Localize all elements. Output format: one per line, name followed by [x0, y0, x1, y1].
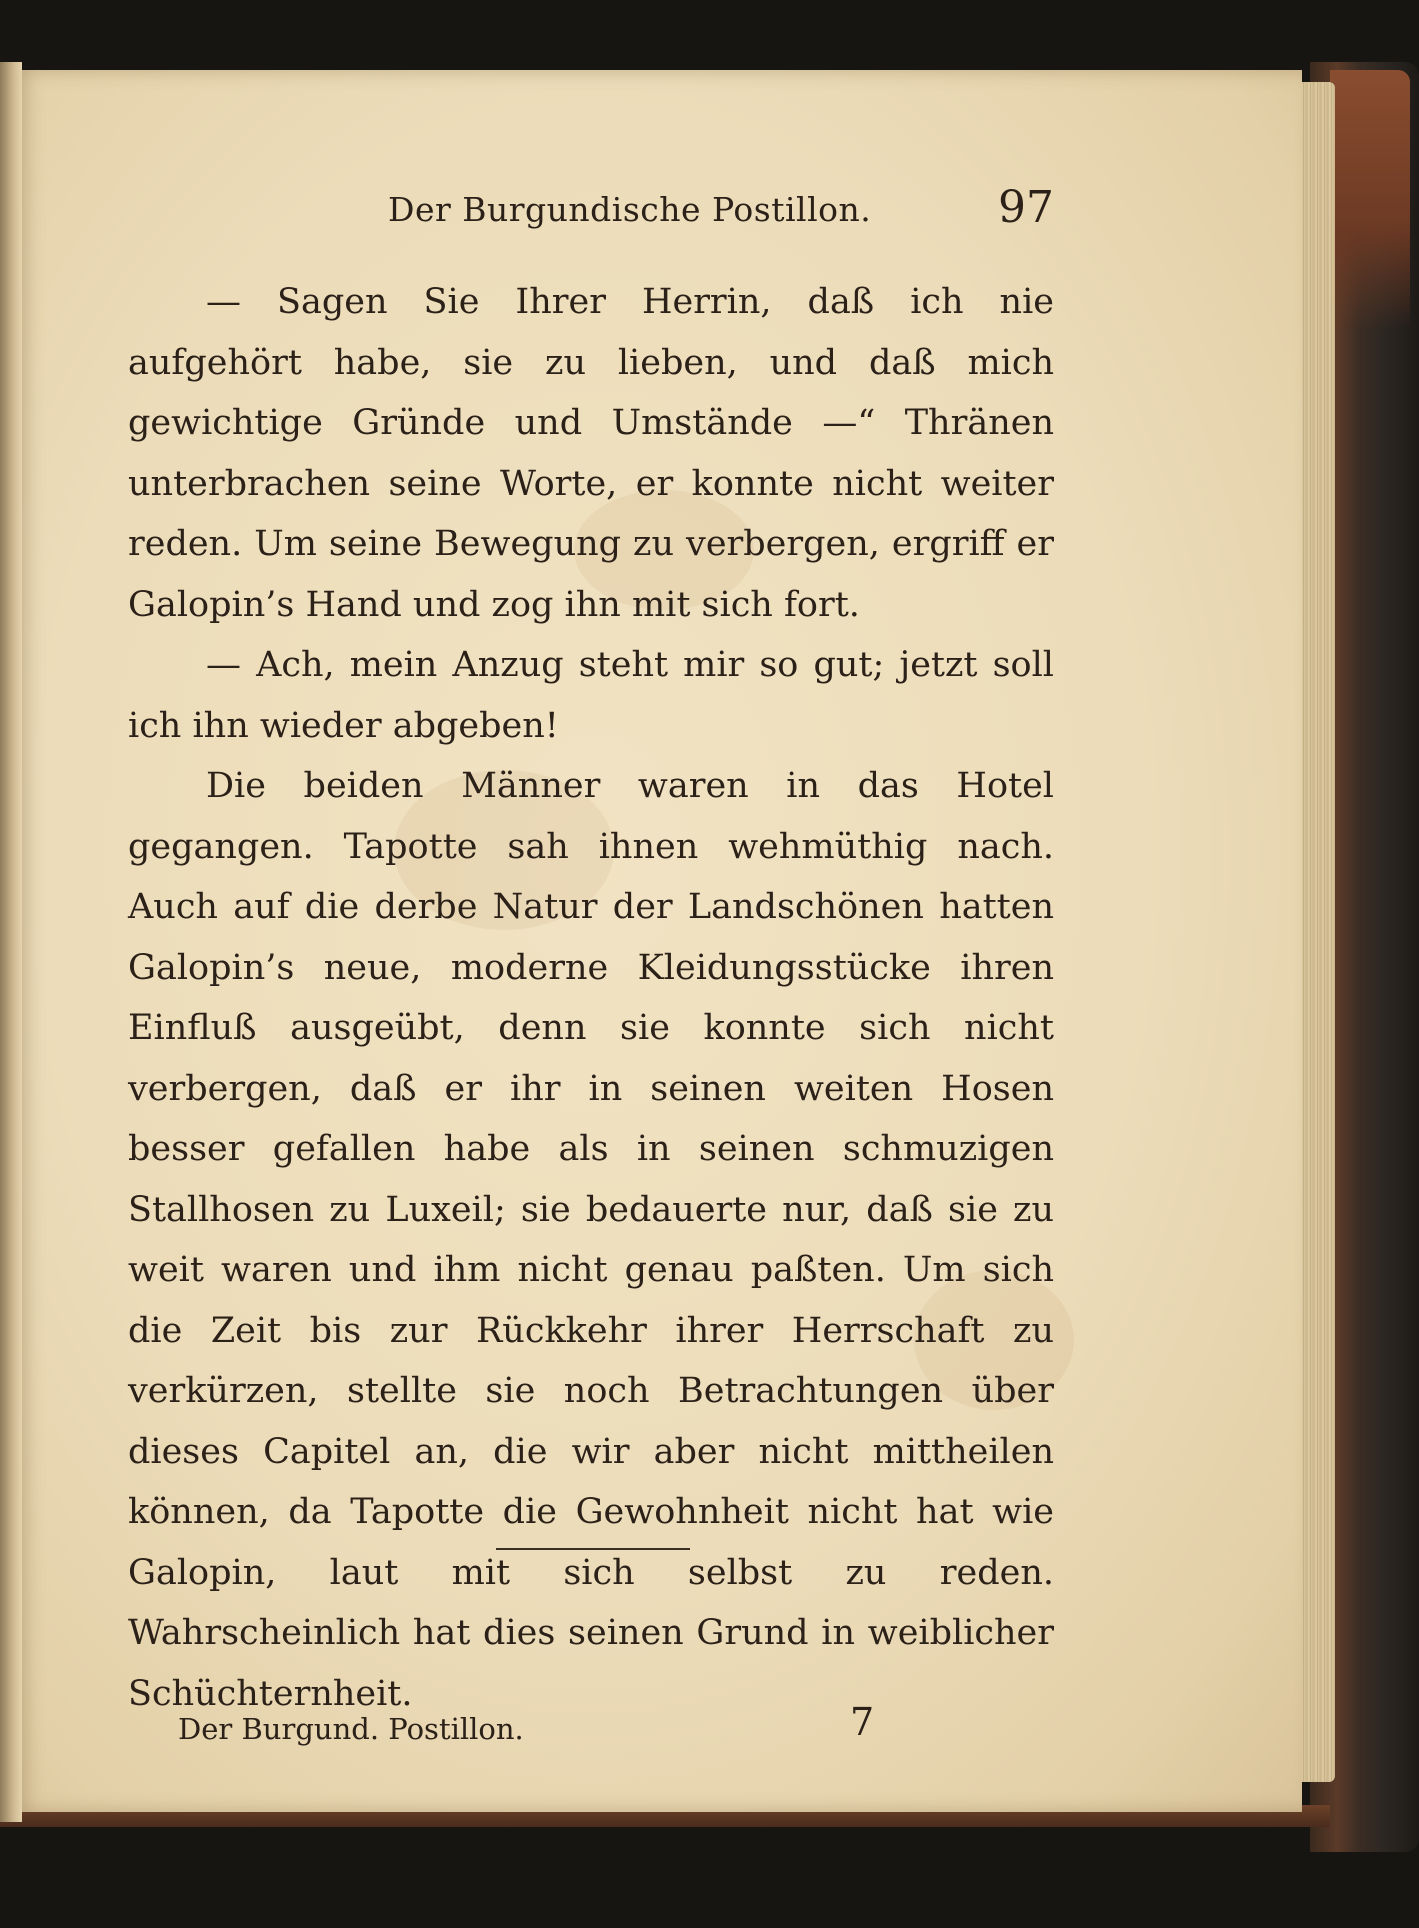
paragraph: — Ach, mein Anzug steht mir so gut; jetzt soll ich ihn wieder abgeben!	[128, 645, 1054, 746]
gutter-fold	[0, 62, 22, 1822]
page-number: 97	[998, 182, 1054, 233]
signature-line	[128, 1700, 1054, 1750]
leather-corner	[1330, 70, 1410, 330]
paragraph: Die beiden Männer waren in das Hotel gegangen. Tapotte sah ihnen wehmüthig nach. Auch auf die derbe Natur der Landschönen hatten Galopin’s neue, moderne Kleidungsstücke ihren Einfluß ausgeübt, denn sie konnte sich nicht verbergen, daß er ihr in seinen weiten Hosen besser gefallen habe als in seinen schmuzigen Stallhosen zu Luxeil; sie bedauerte nur, daß sie zu weit waren und ihm nicht genau paßten. Um sich die Zeit bis zur Rückkehr ihrer Herrschaft zu verkürzen, stellte sie noch Betrachtungen über dieses Capitel an, die wir aber nicht mittheilen können, da Tapotte die Gewohnheit nicht hat wie Galopin, laut mit sich selbst zu reden. Wahrscheinlich hat dies seinen Grund in weiblicher Schüchternheit.	[128, 766, 1054, 1714]
running-head	[128, 182, 1054, 242]
signature-number: 7	[850, 1700, 875, 1744]
body-text	[128, 272, 1054, 1724]
running-head-title: Der Burgundische Postillon.	[388, 190, 872, 229]
end-rule	[496, 1548, 690, 1550]
signature-title: Der Burgund. Postillon.	[178, 1712, 524, 1746]
paragraph: — Sagen Sie Ihrer Herrin, daß ich nie aufgehört habe, sie zu lieben, und daß mich gewichtige Gründe und Umstände —“ Thränen unterbrachen seine Worte, er konnte nicht weiter reden. Um seine Bewegung zu verbergen, ergriff er Galopin’s Hand und zog ihn mit sich fort.	[128, 282, 1054, 625]
